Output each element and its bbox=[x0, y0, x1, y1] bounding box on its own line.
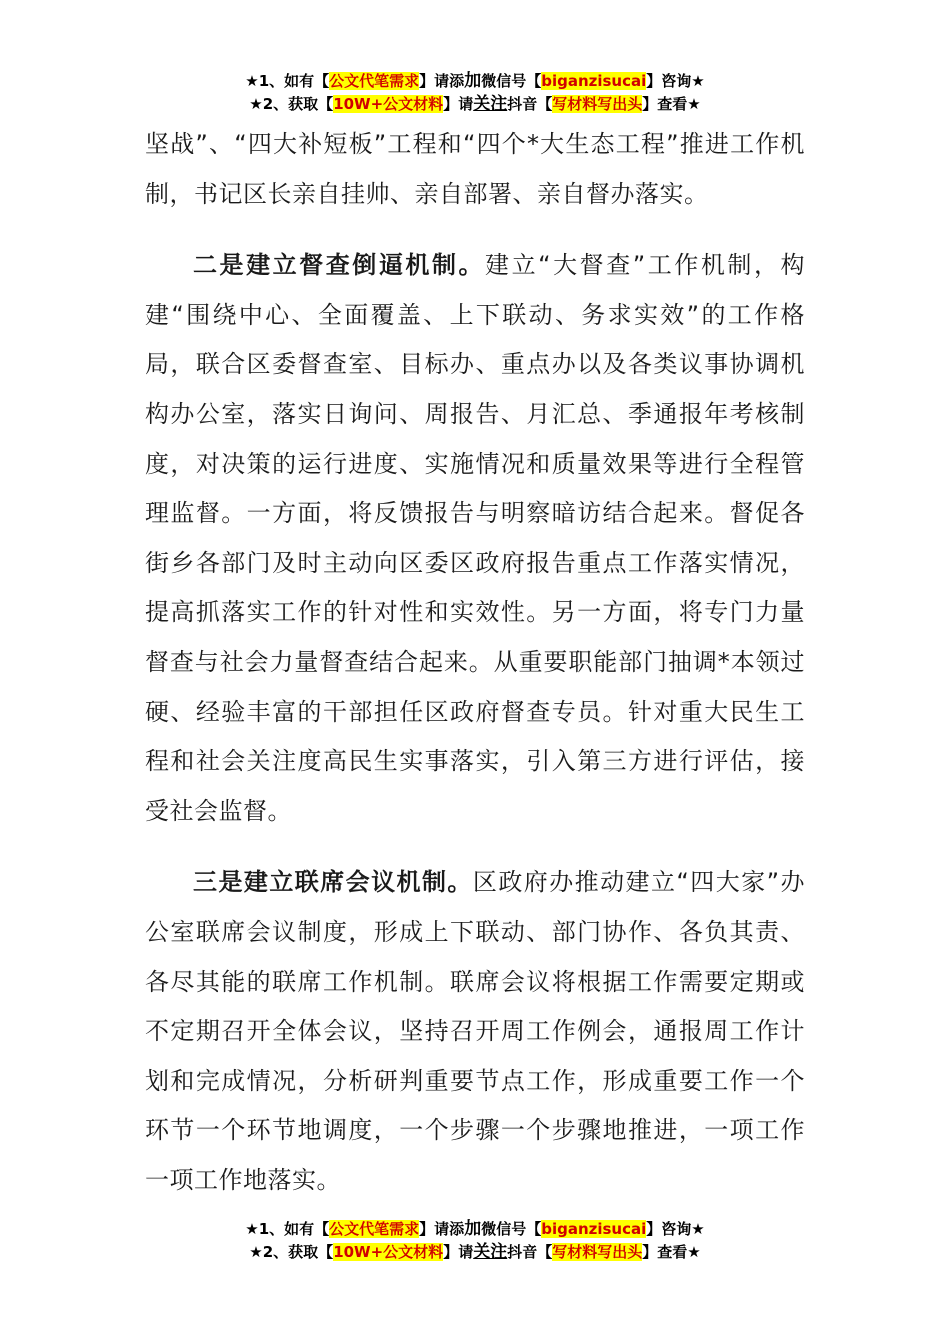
star-icon: ★ bbox=[245, 72, 259, 90]
banner-line-1 bbox=[0, 1218, 950, 1241]
highlight-douyin: 写材料写出头 bbox=[552, 1243, 643, 1261]
highlight-wechat-id: biganzisucai bbox=[541, 72, 647, 90]
banner-text: 1、如有【 bbox=[258, 1220, 330, 1238]
banner-line-2 bbox=[0, 1241, 950, 1264]
banner-text: 抖音【 bbox=[507, 1243, 553, 1261]
banner-text: 】请添 bbox=[419, 1220, 465, 1238]
star-icon: ★ bbox=[245, 1220, 259, 1238]
banner-line-2 bbox=[0, 93, 950, 116]
banner-text: 】请 bbox=[443, 95, 474, 113]
highlight-douyin: 写材料写出头 bbox=[552, 95, 643, 113]
banner-text: 微信号【 bbox=[481, 1220, 542, 1238]
paragraph-text: 坚战”、“四大补短板”工程和“四个*大生态工程”推进工作机制，书记区长亲自挂帅、亲自部署、亲自督办落实。 bbox=[145, 130, 805, 208]
star-icon: ★ bbox=[249, 95, 263, 113]
highlight-service: 公文代笔需求 bbox=[329, 72, 420, 90]
highlight-materials: 10W+公文材料 bbox=[333, 95, 444, 113]
highlight-service: 公文代笔需求 bbox=[329, 1220, 420, 1238]
banner-text: 微信号【 bbox=[481, 72, 542, 90]
star-icon: ★ bbox=[249, 1243, 263, 1261]
header-banner bbox=[0, 70, 950, 116]
banner-text: 2、获取【 bbox=[262, 1243, 334, 1261]
banner-emphasis: 关注 bbox=[473, 94, 508, 114]
highlight-wechat-id: biganzisucai bbox=[541, 1220, 647, 1238]
banner-text: 】查看★ bbox=[642, 95, 701, 113]
banner-text: 1、如有【 bbox=[258, 72, 330, 90]
paragraph-heading: 三是建立联席会议机制。 bbox=[193, 868, 473, 897]
banner-emphasis: 加 bbox=[464, 71, 482, 91]
banner-text: 2、获取【 bbox=[262, 95, 334, 113]
paragraph-joint-meeting bbox=[145, 858, 805, 1205]
paragraph-heading: 二是建立督查倒逼机制。 bbox=[193, 251, 486, 280]
banner-text: 】请 bbox=[443, 1243, 474, 1261]
paragraph-text: 建立“大督查”工作机制，构建“围绕中心、全面覆盖、上下联动、务求实效”的工作格局，联合区委督查室、目标办、重点办以及各类议事协调机构办公室，落实日询问、周报告、月汇总、季通报年考核制度，对决策的运行进度、实施情况和质量效果等进行全程管理监督。一方面，将反馈报告与明察暗访结合起来。督促各街乡各部门及时主动向区委区政府报告重点工作落实情况，提高抓落实工作的针对性和实效性。另一方面，将专门力量督查与社会力量督查结合起来。从重要职能部门抽调*本领过硬、经验丰富的干部担任区政府督查专员。针对重大民生工程和社会关注度高民生实事落实，引入第三方进行评估，接受社会监督。 bbox=[145, 251, 806, 825]
footer-banner bbox=[0, 1218, 950, 1264]
banner-emphasis: 加 bbox=[464, 1219, 482, 1239]
banner-text: 抖音【 bbox=[507, 95, 553, 113]
highlight-materials: 10W+公文材料 bbox=[333, 1243, 444, 1261]
banner-text: 】请添 bbox=[419, 72, 465, 90]
paragraph-text: 区政府办推动建立“四大家”办公室联席会议制度，形成上下联动、部门协作、各负其责、各尽其能的联席工作机制。联席会议将根据工作需要定期或不定期召开全体会议，坚持召开周工作例会，通报周工作计划和完成情况，分析研判重要节点工作，形成重要工作一个环节一个环节地调度，一个步骤一个步骤地推进，一项工作一项工作地落实。 bbox=[145, 868, 805, 1194]
banner-emphasis: 关注 bbox=[473, 1242, 508, 1262]
paragraph-continuation bbox=[145, 120, 805, 219]
banner-line-1 bbox=[0, 70, 950, 93]
banner-text: 】咨询★ bbox=[646, 1220, 705, 1238]
document-body bbox=[145, 120, 805, 1205]
banner-text: 】咨询★ bbox=[646, 72, 705, 90]
paragraph-supervision bbox=[145, 241, 805, 836]
banner-text: 】查看★ bbox=[642, 1243, 701, 1261]
